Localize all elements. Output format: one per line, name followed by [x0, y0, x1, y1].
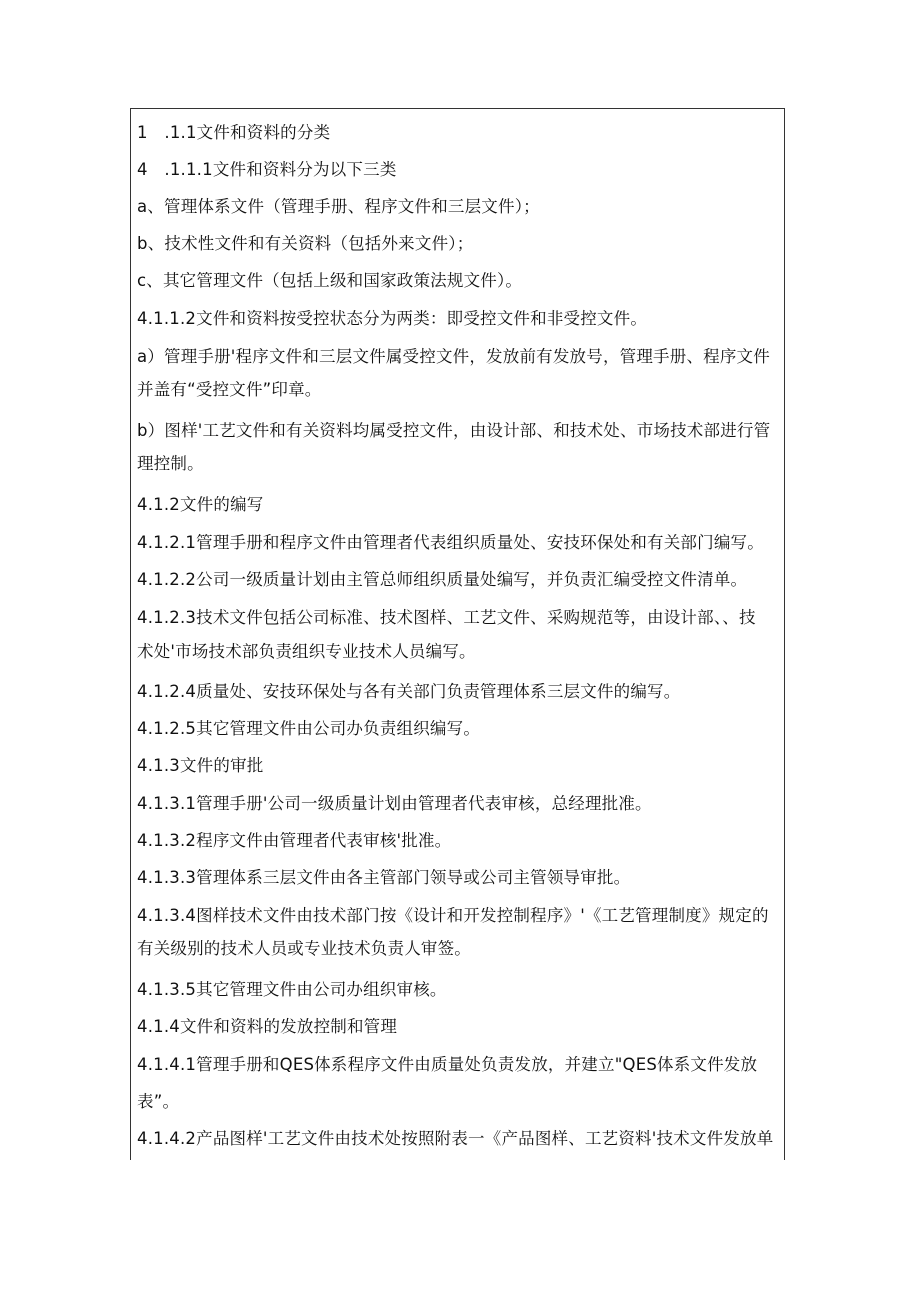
text-line: b）图样'工艺文件和有关资料均属受控文件，由设计部、和技术处、市场技术部进行管 [137, 421, 771, 440]
text-line: c、其它管理文件（包括上级和国家政策法规文件）。 [137, 271, 523, 290]
text-line: 1 .1.1文件和资料的分类 [137, 123, 331, 142]
text-line: 4.1.3.3管理体系三层文件由各主管部门领导或公司主管领导审批。 [137, 868, 631, 887]
text-line: 4.1.4.2产品图样'工艺文件由技术处按照附表一《产品图样、工艺资料'技术文件发放单 [137, 1129, 774, 1148]
text-line: 4.1.3.4图样技术文件由技术部门按《设计和开发控制程序》'《工艺管理制度》规定的 [137, 906, 769, 925]
text-line: 4.1.3文件的审批 [137, 756, 264, 775]
text-line: 4.1.1.2文件和资料按受控状态分为两类：即受控文件和非受控文件。 [137, 309, 648, 328]
text-line: 有关级别的技术人员或专业技术负责人审签。 [137, 939, 471, 958]
document-frame [130, 108, 785, 1160]
text-line: 4.1.2.2公司一级质量计划由主管总师组织质量处编写，并负责汇编受控文件清单。 [137, 570, 748, 589]
text-line: 4.1.4.1管理手册和QES体系程序文件由质量处负责发放，并建立"QES体系文件发放 [137, 1055, 758, 1074]
text-line: b、技术性文件和有关资料（包括外来文件）； [137, 234, 474, 253]
text-line: 4.1.3.1管理手册'公司一级质量计划由管理者代表审核，总经理批准。 [137, 794, 652, 813]
text-line: 4.1.2.5其它管理文件由公司办负责组织编写。 [137, 719, 481, 738]
text-line: a、管理体系文件（管理手册、程序文件和三层文件）； [137, 197, 540, 216]
text-line: 4.1.3.5其它管理文件由公司办组织审核。 [137, 980, 447, 999]
text-line: a）管理手册'程序文件和三层文件属受控文件，发放前有发放号，管理手册、程序文件 [137, 347, 770, 366]
text-line: 理控制。 [137, 454, 204, 473]
text-line: 4.1.2.3技术文件包括公司标准、技术图样、工艺文件、采购规范等，由设计部、、技 [137, 608, 756, 627]
text-line: 4.1.4文件和资料的发放控制和管理 [137, 1017, 398, 1036]
text-line: 4.1.2文件的编写 [137, 495, 264, 514]
text-line: 并盖有“受控文件”印章。 [137, 380, 322, 399]
text-line: 4 .1.1.1文件和资料分为以下三类 [137, 160, 397, 179]
text-line: 术处'市场技术部负责组织专业技术人员编写。 [137, 642, 476, 661]
text-line: 4.1.3.2程序文件由管理者代表审核'批准。 [137, 831, 452, 850]
text-line: 4.1.2.1管理手册和程序文件由管理者代表组织质量处、安技环保处和有关部门编写。 [137, 533, 764, 552]
text-line: 4.1.2.4质量处、安技环保处与各有关部门负责管理体系三层文件的编写。 [137, 682, 681, 701]
text-line: 表”。 [137, 1092, 180, 1111]
